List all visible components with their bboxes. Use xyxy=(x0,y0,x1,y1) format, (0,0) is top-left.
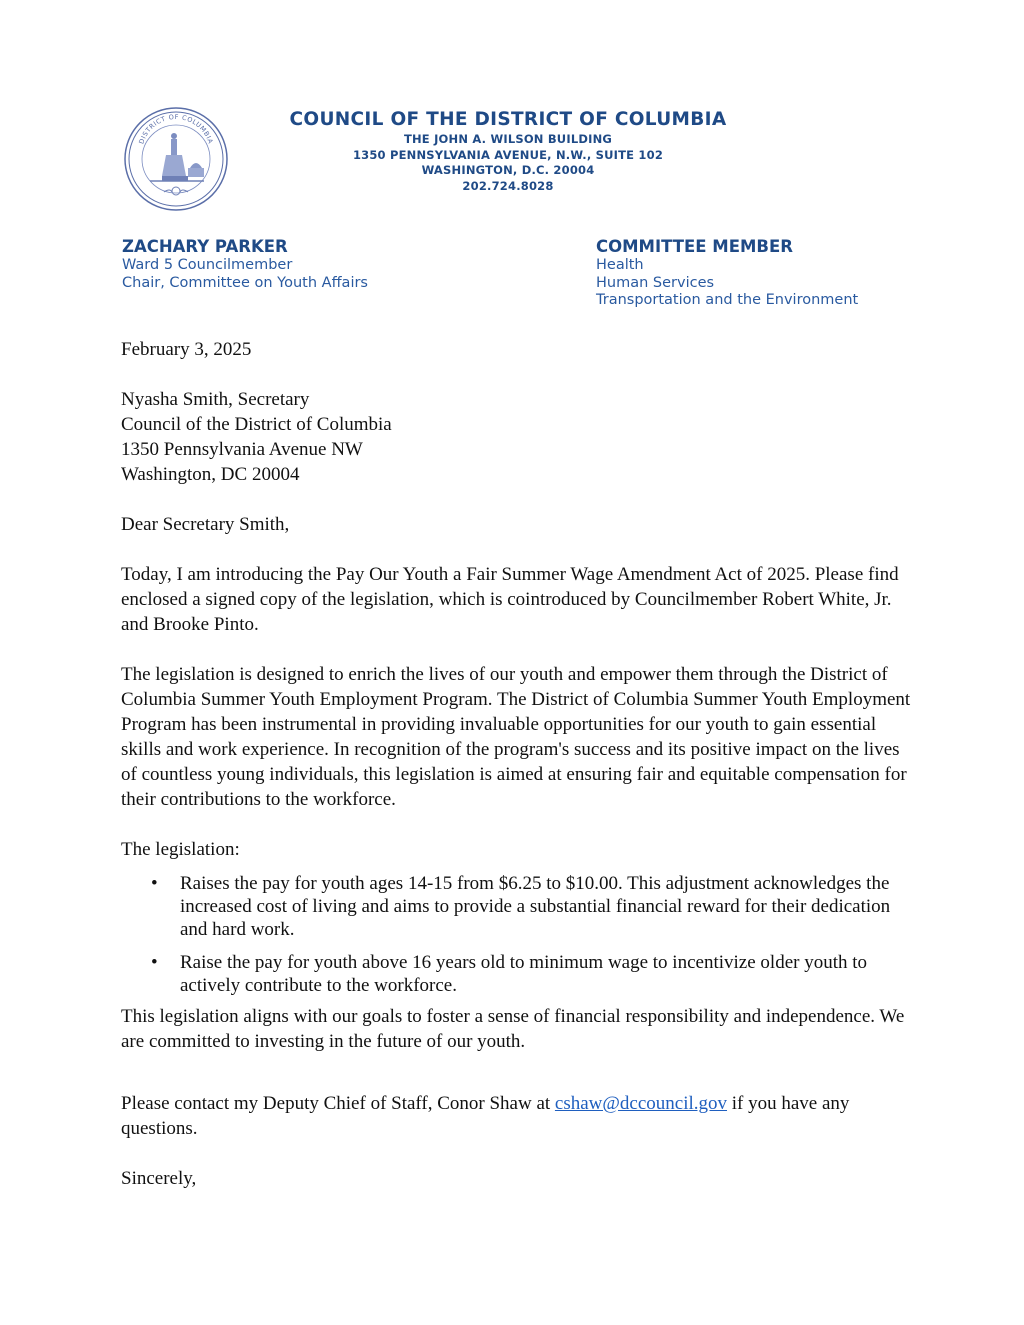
councilmember-chair: Chair, Committee on Youth Affairs xyxy=(122,274,368,291)
councilmember-title: Ward 5 Councilmember xyxy=(122,257,293,273)
bullet-icon: • xyxy=(151,873,158,894)
paragraph-purpose: The legislation is designed to enrich the lives of our youth and empower them through the District of Columbia Summer Youth Employment Program. The District of Columbia Summer Youth Employment Program has been instrumental in providing invaluable opportunities for our youth to gain essential skills and work experience. In recognition of the program's success and its positive impact on the lives of countless young individuals, this legislation is aimed at ensuring fair and equitable compensation for their contributions to the workforce. xyxy=(121,664,911,810)
email-link[interactable]: cshaw@dccouncil.gov xyxy=(554,1093,728,1114)
committee-heading: COMMITTEE MEMBER xyxy=(596,237,793,256)
bullet-icon: • xyxy=(151,952,158,973)
committee-item: Transportation and the Environment xyxy=(596,292,859,308)
committee-item: Health xyxy=(596,257,644,273)
letter-body xyxy=(121,337,911,1191)
recipient-line: 1350 Pennsylvania Avenue NW xyxy=(121,439,363,460)
committee-block xyxy=(596,236,858,310)
address-line: 1350 PENNSYLVANIA AVENUE, N.W., SUITE 102 xyxy=(352,147,664,162)
svg-text:DISTRICT OF COLUMBIA: DISTRICT OF COLUMBIA xyxy=(137,112,215,146)
contact-text: Please contact my Deputy Chief of Staff, Conor Shaw at xyxy=(121,1093,555,1114)
paragraph-goals: This legislation aligns with our goals to foster a sense of financial responsibility and independence. We are committed to investing in the future of our youth. xyxy=(121,1006,905,1052)
letterhead xyxy=(260,108,756,194)
recipient-line: Nyasha Smith, Secretary xyxy=(121,389,310,410)
contact-text-end: if you have any questions. xyxy=(121,1093,850,1139)
letter-date: February 3, 2025 xyxy=(121,339,252,360)
list-item xyxy=(121,872,911,941)
paragraph-introduction: Today, I am introducing the Pay Our Youth a Fair Summer Wage Amendment Act of 2025. Please find enclosed a signed copy of the legislation, which is cointroduced by Councilmember Robert White, Jr. and Brooke Pinto. xyxy=(121,564,899,635)
paragraph-contact xyxy=(121,1091,911,1141)
list-item-text: Raises the pay for youth ages 14-15 from $6.25 to $10.00. This adjustment acknowledges the increased cost of living and aims to provide a substantial financial reward for their dedication and hard work. xyxy=(180,873,891,940)
list-intro: The legislation: xyxy=(121,839,240,860)
list-item xyxy=(121,951,911,997)
organization-name: COUNCIL OF THE DISTRICT OF COLUMBIA xyxy=(289,109,727,130)
closing: Sincerely, xyxy=(121,1168,197,1189)
councilmember-name: ZACHARY PARKER xyxy=(122,237,288,256)
address-line: THE JOHN A. WILSON BUILDING xyxy=(403,132,613,146)
recipient-line: Washington, DC 20004 xyxy=(121,464,300,485)
address-line: WASHINGTON, D.C. 20004 xyxy=(421,163,595,177)
councilmember-block xyxy=(122,236,368,292)
council-seal-icon xyxy=(122,106,230,212)
recipient-line: Council of the District of Columbia xyxy=(121,414,392,435)
phone-number: 202.724.8028 xyxy=(462,178,554,193)
salutation: Dear Secretary Smith, xyxy=(121,514,290,535)
committee-item: Human Services xyxy=(596,274,715,291)
legislation-list xyxy=(121,872,911,997)
list-item-text: Raise the pay for youth above 16 years old to minimum wage to incentivize older youth to actively contribute to the workforce. xyxy=(180,952,868,996)
